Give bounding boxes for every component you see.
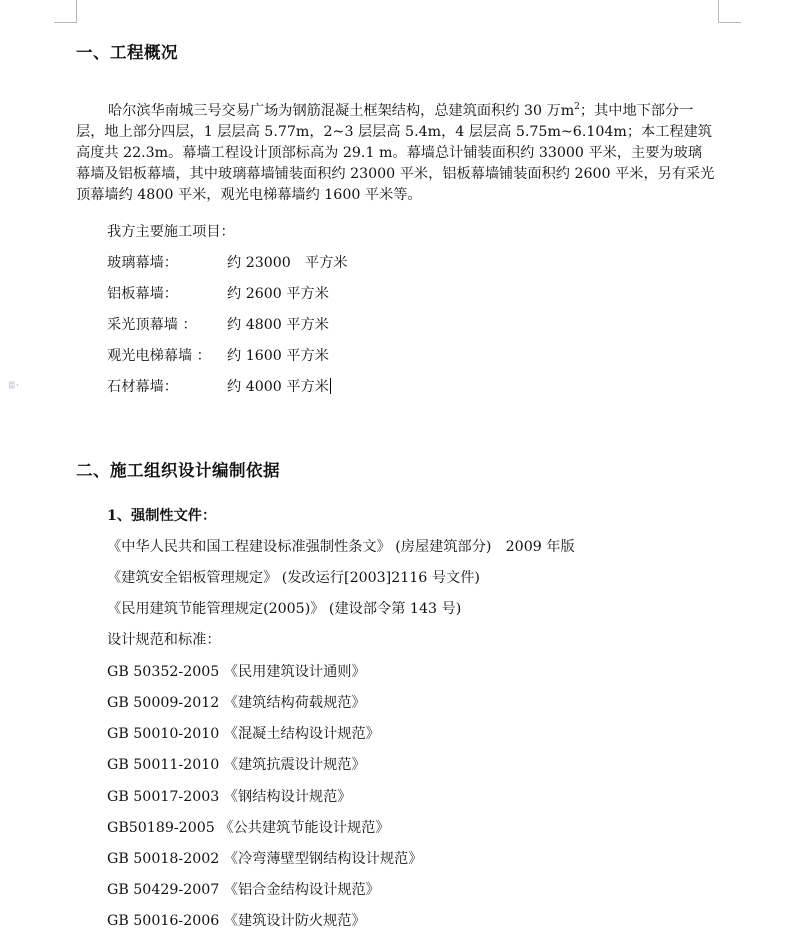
- paragraph-menu-icon[interactable]: [9, 378, 21, 392]
- section-2-heading: 二、施工组织设计编制依据: [76, 461, 280, 480]
- item-label: 铝板幕墙：: [107, 286, 178, 302]
- item-label: 石材幕墙：: [107, 379, 178, 395]
- items-intro: 我方主要施工项目：: [107, 224, 235, 240]
- item-value: 约 4800 平方米: [227, 317, 329, 333]
- crop-mark-top-left: [54, 0, 77, 23]
- doc-line: 《中华人民共和国工程建设标准强制性条文》 (房屋建筑部分) 2009 年版: [107, 539, 575, 555]
- overview-text-b: ；其中地下部分一层，地上部分四层，1 层层高 5.77m，2~3 层层高 5.4m，4 层层高 5.75m~6.104m；本工程建筑高度共 22.3m。幕墙工程设计顶部标高为 29.1 m。幕墙总计铺装面积约 33000 平米，主要为玻璃幕墙及铝板幕墙，其中玻璃幕墙铺装面积约 23000 平米，铝板幕墙铺装面积约 2600 平米，另有采光顶幕墙约 4800 平米，观光电梯幕墙约 1600 平米等。: [76, 103, 715, 203]
- standard-line: GB50189-2005 《公共建筑节能设计规范》: [107, 820, 390, 836]
- item-label: 采光顶幕墙 ：: [107, 317, 197, 333]
- area-unit-exponent: 2: [574, 102, 580, 112]
- standard-line: GB 50011-2010 《建筑抗震设计规范》: [107, 757, 366, 773]
- doc-line: 《建筑安全铝板管理规定》 (发改运行[2003]2116 号文件): [107, 570, 480, 586]
- standard-line: GB 50352-2005 《民用建筑设计通则》: [107, 664, 366, 680]
- mandatory-docs-subheading: 1、强制性文件：: [107, 508, 217, 524]
- section-1-heading: 一、工程概况: [76, 43, 178, 62]
- doc-line: 《民用建筑节能管理规定(2005)》 (建设部令第 143 号): [107, 601, 462, 617]
- crop-mark-top-right: [718, 0, 741, 23]
- text-cursor: [330, 378, 331, 394]
- standard-line: GB 50018-2002 《冷弯薄壁型钢结构设计规范》: [107, 851, 423, 867]
- item-label: 玻璃幕墙：: [107, 255, 178, 271]
- standard-line: GB 50016-2006 《建筑设计防火规范》: [107, 913, 366, 929]
- item-value-wrapper[interactable]: [227, 378, 331, 396]
- standards-intro: 设计规范和标准：: [107, 632, 221, 648]
- standard-line: GB 50009-2012 《建筑结构荷载规范》: [107, 695, 366, 711]
- area-unit: m: [560, 103, 575, 119]
- item-label: 观光电梯幕墙 ：: [107, 348, 211, 364]
- item-value: 约 4000 平方米: [227, 379, 329, 395]
- standard-line: GB 50010-2010 《混凝土结构设计规范》: [107, 726, 380, 742]
- item-value: 约 2600 平方米: [227, 286, 329, 302]
- item-value: 约 23000 平方米: [227, 255, 348, 271]
- standard-line: GB 50017-2003 《钢结构设计规范》: [107, 789, 352, 805]
- overview-text-a: 哈尔滨华南城三号交易广场为钢筋混凝土框架结构，总建筑面积约 30 万: [108, 103, 561, 119]
- item-value: 约 1600 平方米: [227, 348, 329, 364]
- standard-line: GB 50429-2007 《铝合金结构设计规范》: [107, 882, 380, 898]
- project-overview-paragraph: [76, 97, 716, 206]
